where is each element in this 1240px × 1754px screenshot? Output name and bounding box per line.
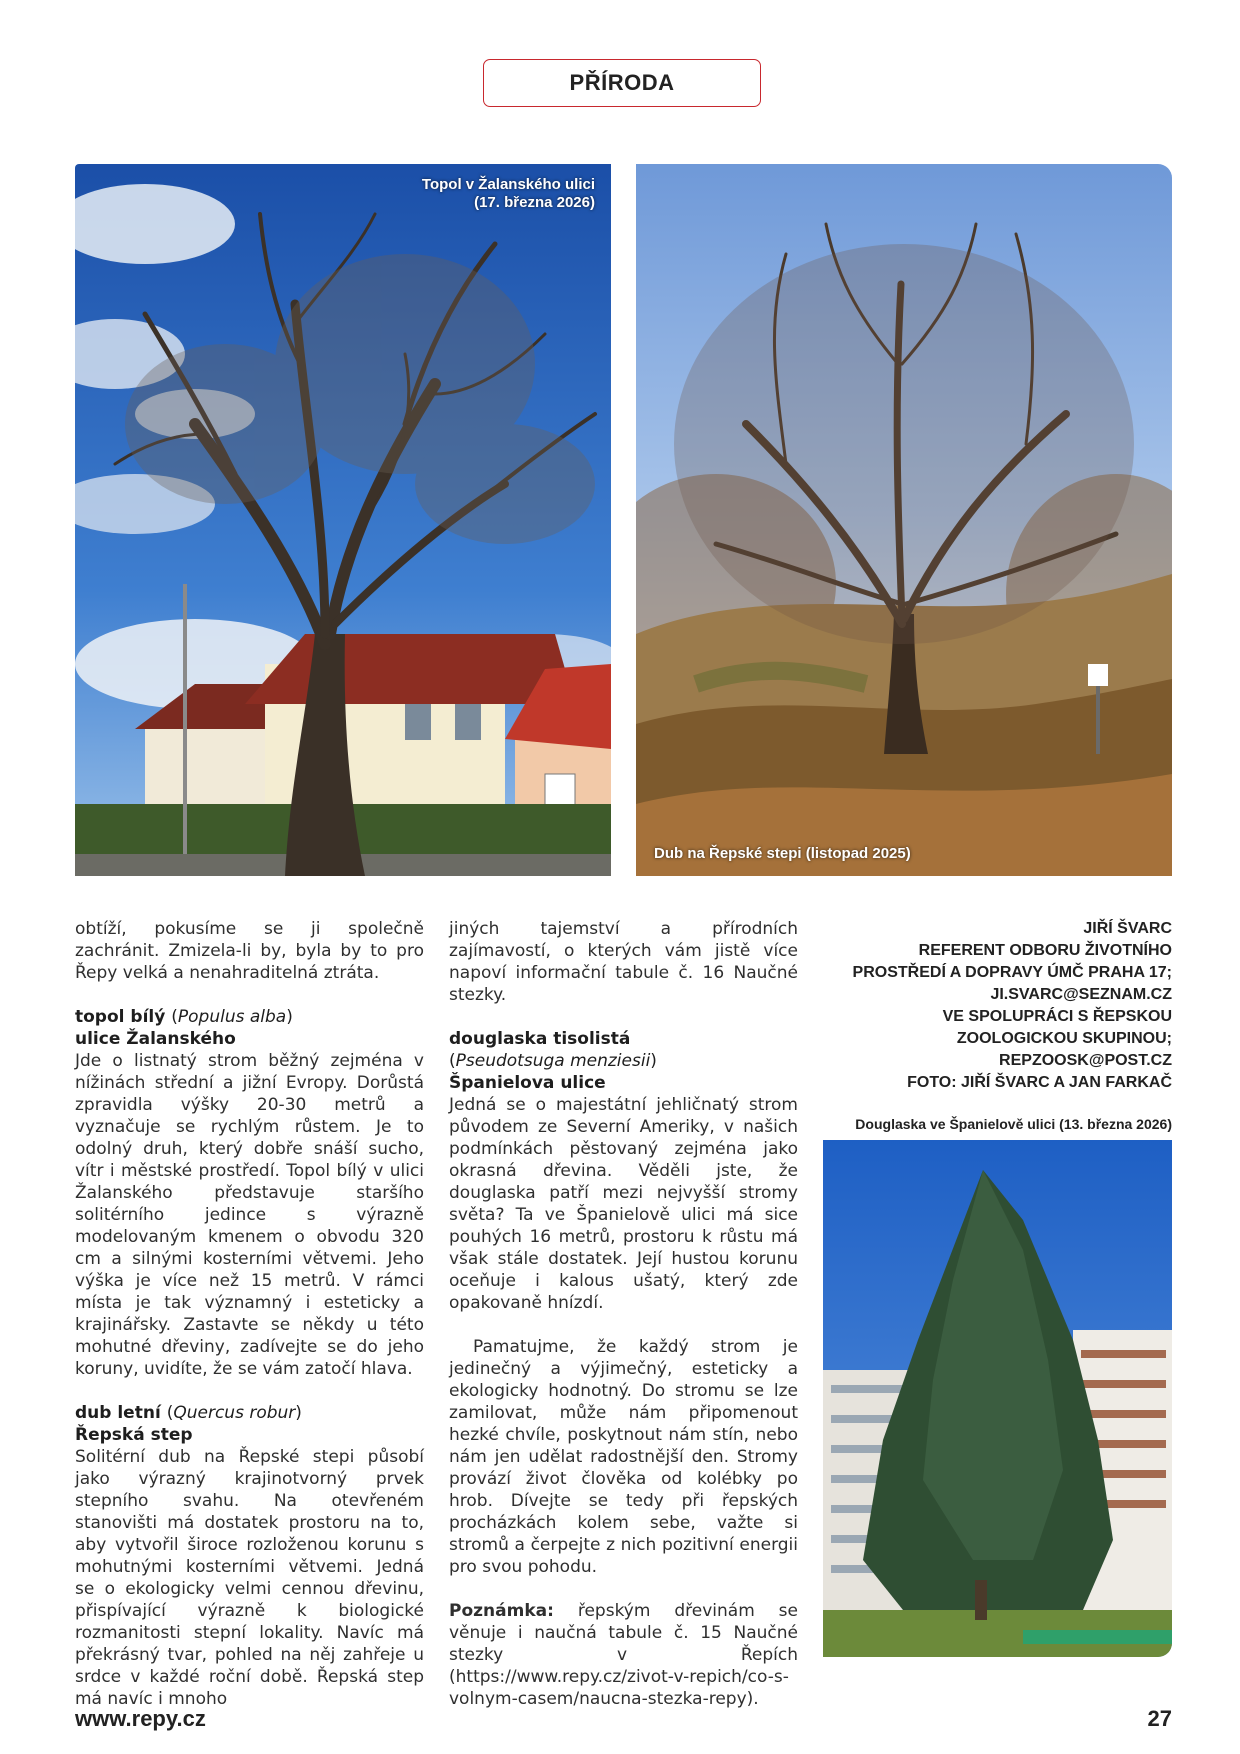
author-coop-1: VE SPOLUPRÁCI S ŘEPSKOU — [942, 1008, 1172, 1025]
col2-intro: jiných tajemství a přírodních zajímavostí, o kterých vám jistě více napoví informační tabule č. 16 Naučné stezky. — [449, 919, 798, 1005]
text-column-2 — [449, 918, 798, 1710]
douglas-text: Jedná se o majestátní jehličnatý strom původem ze Severní Ameriky, v našich podmínkách pěstovaný zejména jako okrasná dřevina. Věděli jste, že douglaska patří mezi nejvyšší stromy světa? Ta ve Španielově ulici má sice pouhých 16 metrů, prostoru k růstu má však stále dostatek. Její hustou korunu oceňuje i kalous ušatý, který zde opakovaně hnízdí. — [449, 1095, 798, 1313]
oak-photo-illustration — [636, 164, 1172, 876]
oak-name: dub letní — [75, 1403, 161, 1423]
douglas-latin: Pseudotsuga menziesii — [455, 1051, 651, 1071]
oak-latin: Quercus robur — [173, 1403, 296, 1423]
douglas-caption: Douglaska ve Španielově ulici (13. března 2026) — [855, 1116, 1172, 1132]
poplar-photo-illustration — [75, 164, 611, 876]
oak-caption: Dub na Řepské stepi (listopad 2025) — [654, 845, 911, 862]
photo-credit: FOTO: JIŘÍ ŠVARC A JAN FARKAČ — [907, 1074, 1172, 1091]
poplar-caption-line1: Topol v Žalanského ulici — [421, 176, 595, 193]
author-email-2: REPZOOSK@POST.CZ — [999, 1052, 1172, 1069]
note-text: řepským dřevinám se věnuje i naučná tabule č. 15 Naučné stezky v Řepích (https://www.repy.cz/zivot-v-repich/co-s-volnym-casem/naucna-stezka-repy). — [449, 1601, 799, 1709]
page-number: 27 — [1147, 1706, 1172, 1731]
closing-text: Pamatujme, že každý strom je jedinečný a výjimečný, esteticky a ekologicky hodnotný. Do stromu se lze zamilovat, může nám připomenout hezké chvíle, poskytnout nám stín, nebo nám jen udělat radostnější den. Stromy provází život člověka od kolébky po hrob. Dívejte se tedy při řepských procházkách kolem sebe, važte si stromů a čerpejte z nich pozitivní energii pro svou pohodu. — [449, 1337, 798, 1577]
author-name: JIŘÍ ŠVARC — [1083, 920, 1172, 937]
photo-poplar — [75, 164, 611, 876]
note — [449, 1600, 798, 1710]
author-block — [853, 918, 1172, 1094]
author-role-1: REFERENT ODBORU ŽIVOTNÍHO — [918, 942, 1172, 959]
douglas-latin-line: (Pseudotsuga menziesii) — [449, 1051, 657, 1071]
photo-douglas-fir — [823, 1140, 1172, 1657]
douglas-photo-illustration — [823, 1140, 1172, 1657]
author-email-1: JI.SVARC@SEZNAM.CZ — [990, 986, 1172, 1003]
author-coop-2: ZOOLOGICKOU SKUPINOU; — [956, 1030, 1172, 1047]
poplar-latin: Populus alba — [177, 1007, 287, 1027]
poplar-text: Jde o listnatý strom běžný zejména v nížinách střední a jižní Evropy. Dorůstá zpravidla výšky 20-30 metrů a vyznačuje se rychlým růstem. Je to odolný druh, který dobře snáší sucho, vítr i městské prostředí. Topol bílý v ulici Žalanského představuje staršího solitérního jedince s výrazně modelovaným kmenem o obvodu 320 cm a silnými kosterními větvemi. Jeho výška je více než 15 metrů. V rámci místa je tak významný i esteticky a krajinářsky. Zastavte se někdy u této mohutné dřeviny, zadívejte se do jeho koruny, uvidíte, že se vám zatočí hlava. — [75, 1051, 424, 1379]
douglas-heading: douglaska tisolistá — [449, 1029, 631, 1049]
douglas-location: Španielova ulice — [449, 1073, 606, 1093]
oak-location: Řepská step — [75, 1425, 193, 1445]
text-column-1 — [75, 918, 424, 1710]
col1-intro: obtíží, pokusíme se ji společně zachránit. Zmizela-li by, byla by to pro Řepy velká a nenahraditelná ztráta. — [75, 919, 424, 983]
footer-website: www.repy.cz — [75, 1706, 206, 1731]
poplar-location: ulice Žalanského — [75, 1029, 236, 1049]
poplar-heading: topol bílý (Populus alba) — [75, 1007, 293, 1027]
note-label: Poznámka: — [449, 1601, 554, 1621]
author-role-2: PROSTŘEDÍ A DOPRAVY ÚMČ PRAHA 17; — [852, 964, 1172, 981]
poplar-name: topol bílý — [75, 1007, 166, 1027]
poplar-caption-line2: (17. března 2026) — [474, 194, 595, 211]
oak-text: Solitérní dub na Řepské stepi působí jako výrazný krajinotvorný prvek stepního svahu. Na otevřeném stanovišti má dostatek prostoru na to, aby vytvořil široce rozloženou korunu s mohutnými kosterními větvemi. Jedná se o ekologicky velmi cennou dřevinu, přispívající výrazně k biologické rozmanitosti stepní lokality. Navíc má překrásný tvar, pohled na něj zahřeje u srdce v každé roční době. Řepská step má navíc i mnoho — [75, 1447, 424, 1709]
section-title: PŘÍRODA — [483, 59, 761, 107]
oak-heading: dub letní (Quercus robur) — [75, 1403, 302, 1423]
photo-oak — [636, 164, 1172, 876]
poplar-caption — [422, 176, 595, 212]
